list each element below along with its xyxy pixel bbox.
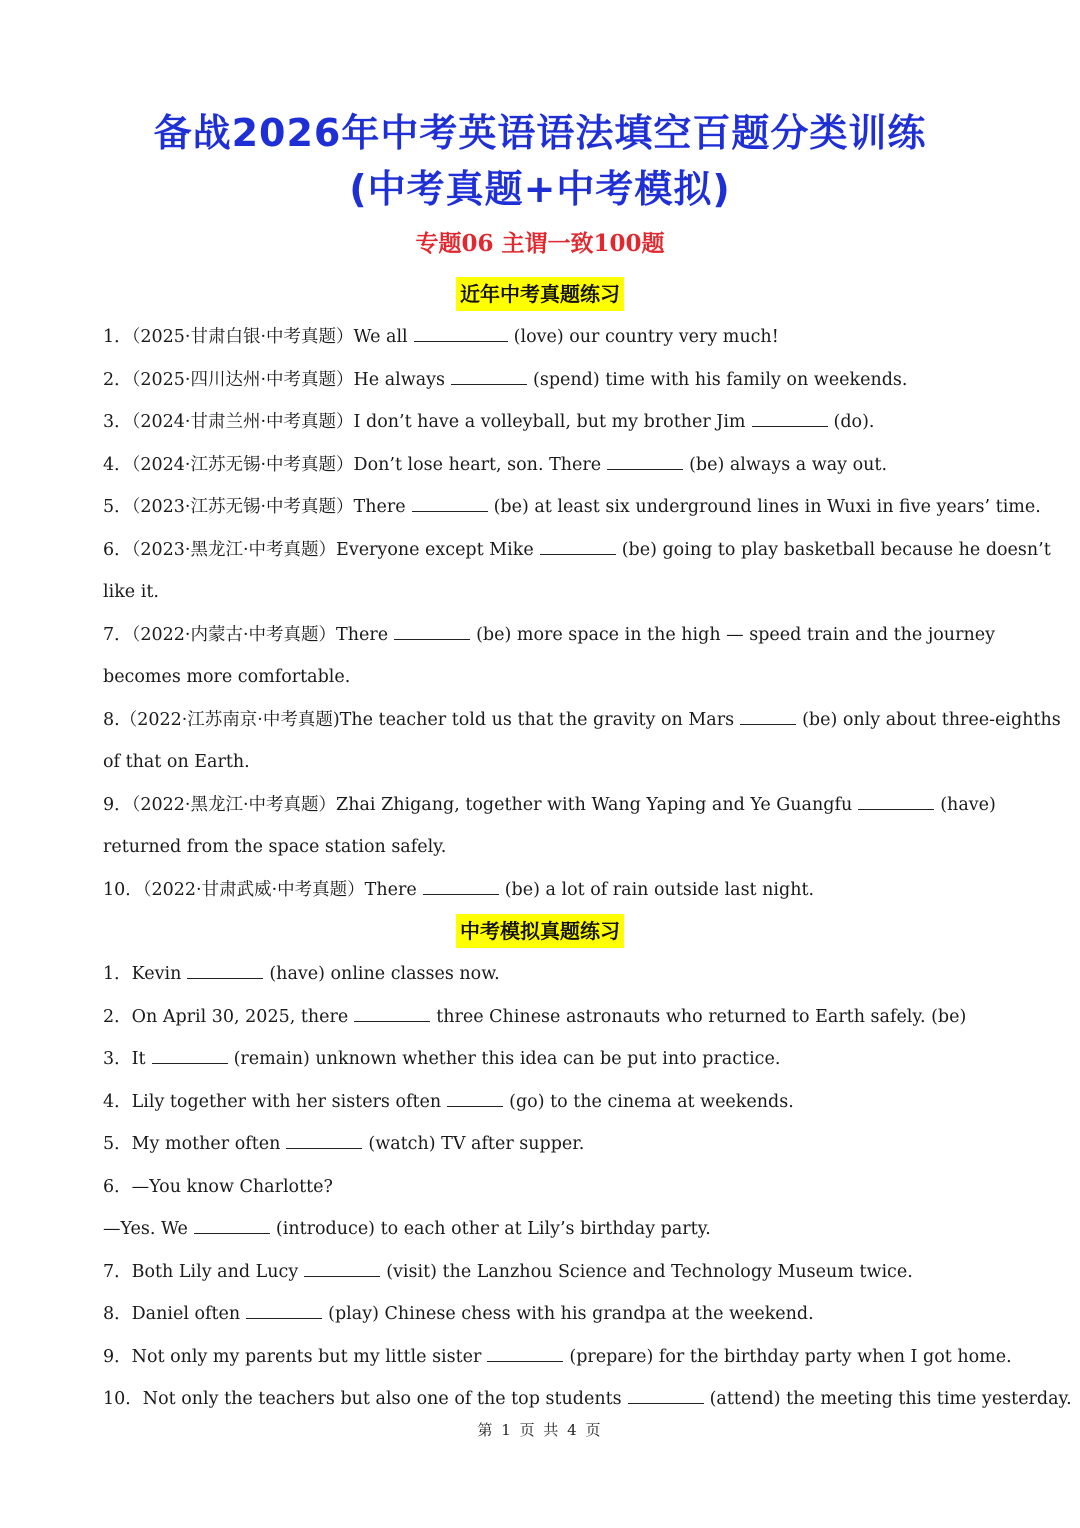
question-text: (be) at least six underground lines in Wuxi in five years’ time. [493,497,1041,517]
question-text: (be) more space in the high — speed train and the journey [476,625,995,645]
question-text: (play) Chinese chess with his grandpa at the weekend. [328,1304,814,1324]
answer-blank[interactable] [304,1260,380,1277]
question-text: 8.（2022·江苏南京·中考真题)The teacher told us that the gravity on Mars [103,710,735,730]
question-text: 6．（2023·黑龙江·中考真题）Everyone except Mike [103,540,534,560]
answer-blank[interactable] [246,1302,322,1319]
exam-question-7 [103,623,1003,647]
mock-question-8 [103,1302,1003,1326]
question-text: (attend) the meeting this time yesterday. [709,1389,1072,1409]
mock-question-7 [103,1260,1003,1284]
question-text: 4．Lily together with her sisters often [103,1092,442,1112]
question-text: 9．Not only my parents but my little sister [103,1347,482,1367]
question-text: —Yes. We [103,1219,188,1239]
question-text: like it. [103,582,159,602]
answer-blank[interactable] [152,1047,228,1064]
answer-blank[interactable] [487,1345,563,1362]
question-text: 1．（2025·甘肃白银·中考真题）We all [103,327,408,347]
page-title-sub: (中考真题+中考模拟) [349,167,731,211]
question-text: 3．It [103,1049,146,1069]
question-text: 2．（2025·四川达州·中考真题）He always [103,370,446,390]
question-text: (be) going to play basketball because he doesn’t [621,540,1051,560]
answer-blank[interactable] [194,1217,270,1234]
answer-blank[interactable] [858,793,934,810]
section-heading-mock [0,914,1080,948]
question-text: 2．On April 30, 2025, there [103,1007,349,1027]
answer-blank[interactable] [451,368,527,385]
mock-question-5 [103,1132,1003,1156]
answer-blank[interactable] [540,538,616,555]
answer-blank[interactable] [752,410,828,427]
answer-blank[interactable] [286,1132,362,1149]
answer-blank[interactable] [423,878,499,895]
question-text: 4．（2024·江苏无锡·中考真题）Don’t lose heart, son. There [103,455,602,475]
question-text: 10．（2022·甘肃武威·中考真题）There [103,880,417,900]
exam-question-10 [103,878,1003,902]
exam-question-9-cont [103,835,1003,859]
question-text: (be) always a way out. [689,455,888,475]
question-text: 6．—You know Charlotte? [103,1177,333,1197]
answer-blank[interactable] [414,325,508,342]
mock-question-1 [103,962,1003,986]
exam-question-8 [103,708,1061,732]
question-text: becomes more comfortable. [103,667,351,687]
mock-question-9 [103,1345,1012,1369]
page-footer: 第 1 页 共 4 页 [477,1421,603,1439]
page-title: 备战2026年中考英语语法填空百题分类训练 [153,111,927,155]
mock-question-10 [103,1387,1072,1411]
exam-question-6 [103,538,1051,562]
section-heading-exam-label: 近年中考真题练习 [456,277,624,311]
question-text: 7．Both Lily and Lucy [103,1262,299,1282]
question-text: returned from the space station safely. [103,837,447,857]
question-text: (have) [940,795,996,815]
question-text: three Chinese astronauts who returned to Earth safely. (be) [436,1007,967,1027]
question-text: 9．（2022·黑龙江·中考真题）Zhai Zhigang, together with Wang Yaping and Ye Guangfu [103,795,853,815]
question-text: 5．（2023·江苏无锡·中考真题）There [103,497,406,517]
question-text: (prepare) for the birthday party when I got home. [569,1347,1012,1367]
exam-question-1 [103,325,1003,349]
exam-question-3 [103,410,1003,434]
mock-question-6 [103,1175,1003,1199]
question-text: of that on Earth. [103,752,250,772]
question-text: 7．（2022·内蒙古·中考真题）There [103,625,389,645]
topic-subtitle: 专题06 主谓一致100题 [415,230,665,257]
exam-question-4 [103,453,1003,477]
answer-blank[interactable] [394,623,470,640]
question-text: (do). [833,412,875,432]
answer-blank[interactable] [354,1005,430,1022]
mock-question-4 [103,1090,1003,1114]
question-text: (love) our country very much! [513,327,779,347]
answer-blank[interactable] [447,1090,503,1107]
question-text: (remain) unknown whether this idea can be put into practice. [233,1049,781,1069]
section-heading-mock-label: 中考模拟真题练习 [456,914,624,948]
question-text: (be) a lot of rain outside last night. [504,880,815,900]
answer-blank[interactable] [187,962,263,979]
section-heading-exam [0,277,1080,311]
answer-blank[interactable] [740,708,796,725]
mock-question-6-cont [103,1217,1003,1241]
question-text: 5．My mother often [103,1134,281,1154]
answer-blank[interactable] [412,495,488,512]
question-text: 10．Not only the teachers but also one of the top students [103,1389,622,1409]
exam-question-2 [103,368,1003,392]
question-text: (visit) the Lanzhou Science and Technology Museum twice. [386,1262,913,1282]
question-text: (introduce) to each other at Lily’s birthday party. [275,1219,711,1239]
answer-blank[interactable] [607,453,683,470]
exam-question-6-cont [103,580,1003,604]
exam-question-7-cont [103,665,1003,689]
answer-blank[interactable] [628,1387,704,1404]
question-text: (spend) time with his family on weekends. [533,370,908,390]
question-text: (have) online classes now. [269,964,500,984]
question-text: (watch) TV after supper. [368,1134,585,1154]
question-text: (be) only about three-eighths [802,710,1061,730]
mock-question-3 [103,1047,1003,1071]
question-text: (go) to the cinema at weekends. [509,1092,794,1112]
exam-question-9 [103,793,1003,817]
question-text: 8．Daniel often [103,1304,241,1324]
mock-question-2 [103,1005,1003,1029]
exam-question-8-cont [103,750,1003,774]
exam-question-5 [103,495,1041,519]
question-text: 1．Kevin [103,964,182,984]
question-text: 3．（2024·甘肃兰州·中考真题）I don’t have a volleyball, but my brother Jim [103,412,746,432]
